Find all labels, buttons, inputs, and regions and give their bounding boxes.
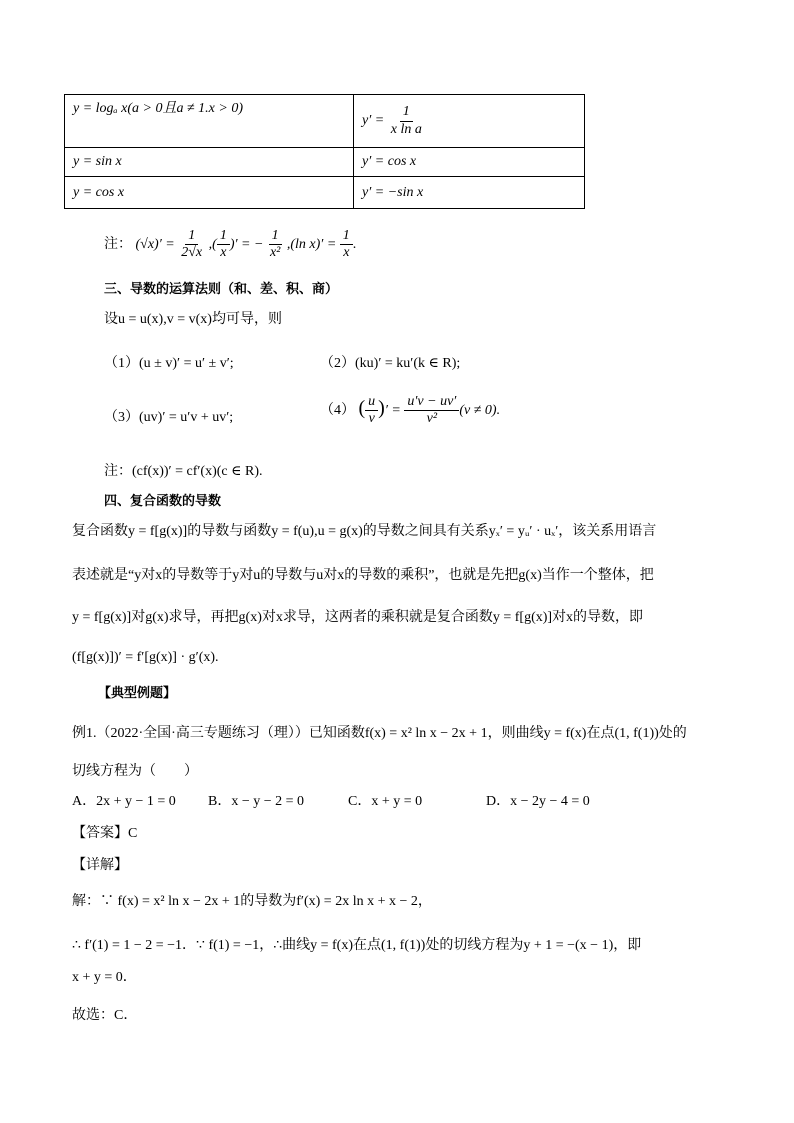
fraction [388, 104, 425, 137]
question-line: 切线方程为（ ） [72, 764, 198, 779]
denominator: x² [269, 245, 281, 261]
rule-sum: （1）(u ± v)′ = u′ ± v′; [104, 356, 234, 371]
derivative-cell: y′ = −sin x [354, 177, 585, 209]
derivative-formula-table [64, 94, 585, 209]
derivative-cell: y′ = cos x [354, 148, 585, 177]
note-label: 注： [104, 236, 132, 252]
option-c: C．x + y = 0 [348, 794, 423, 809]
paragraph-line: 表述就是“y对x的导数等于y对u的导数与u对x的导数的乘积”，也就是先把g(x)当作一个整体，把 [72, 568, 654, 583]
numerator: 1 [217, 228, 230, 245]
formula-part: ,( [208, 236, 217, 252]
denominator: x ln a [390, 121, 422, 137]
paragraph-line: 复合函数y = f[g(x)]的导数与函数y = f(u),u = g(x)的导数之间具有关系yₓ′ = yᵤ′ · uₓ′，该关系用语言 [72, 524, 657, 539]
question-line: 例1.（2022·全国·高三专题练习（理））已知函数f(x) = x² ln x − 2x + 1，则曲线y = f(x)在点(1, f(1))处的 [72, 726, 687, 741]
formula-part: (√x)′ = [135, 236, 175, 252]
detail-heading: 【详解】 [72, 858, 128, 873]
fraction [217, 228, 230, 261]
option-d: D．x − 2y − 4 = 0 [486, 794, 590, 809]
table-row [65, 148, 585, 177]
numerator: u′v − uv′ [404, 394, 459, 411]
examples-heading: 【典型例题】 [98, 686, 177, 701]
option-a: A．2x + y − 1 = 0 [72, 794, 176, 809]
note-constant-multiple: 注：(cf(x))′ = cf′(x)(c ∈ R). [104, 464, 263, 479]
denominator: v² [426, 411, 438, 427]
solution-line: x + y = 0． [72, 970, 137, 985]
fraction [178, 228, 205, 261]
rule-constant: （2）(ku)′ = ku′(k ∈ R); [320, 356, 461, 371]
numerator: u [365, 394, 378, 411]
fraction [404, 394, 459, 427]
solution-line: 故选：C． [72, 1008, 138, 1023]
fraction [267, 228, 283, 261]
denominator: x [220, 245, 227, 261]
rule-quotient: （4） ( $\frac{u}{v}$ )′ = $\frac{u'v - uv'}{\text{v²}}$ (v ≠ 0). [320, 394, 501, 427]
section-intro: 设u = u(x),v = v(x)均可导，则 [104, 312, 282, 327]
rule-label: （4） [320, 402, 355, 418]
option-b: B．x − y − 2 = 0 [208, 794, 305, 809]
fraction [365, 394, 378, 427]
fraction [340, 228, 353, 261]
section-heading: 四、复合函数的导数 [104, 494, 222, 509]
solution-line: 解：∵ f(x) = x² ln x − 2x + 1的导数为f′(x) = 2x ln x + x − 2， [72, 894, 432, 909]
formula-part: ,(ln x)′ = [286, 236, 337, 252]
formula-part: )′ = − [229, 236, 264, 252]
function-cell: y = cos x [65, 177, 354, 209]
derivative-cell [354, 95, 585, 148]
paragraph-line: (f[g(x)])′ = f′[g(x)] · g′(x). [72, 650, 219, 665]
note-basic-derivatives [104, 228, 356, 261]
denominator: v [368, 411, 375, 427]
denominator: x [343, 245, 350, 261]
answer-label: 【答案】C [72, 826, 138, 841]
formula-part: ′ = [384, 402, 401, 418]
formula-part: (v ≠ 0). [459, 402, 501, 418]
function-cell: y = logₐ x(a > 0且a ≠ 1.x > 0) [65, 95, 354, 148]
numerator: 1 [185, 228, 198, 245]
table-row [65, 177, 585, 209]
numerator: 1 [400, 104, 413, 121]
derivative-lhs: y′ = [362, 113, 385, 129]
section-heading: 三、导数的运算法则（和、差、积、商） [104, 282, 339, 297]
table-row [65, 95, 585, 148]
paragraph-line: y = f[g(x)]对g(x)求导，再把g(x)对x求导，这两者的乘积就是复合函数y = f[g(x)]对x的导数，即 [72, 610, 644, 625]
formula-part: . [352, 236, 357, 252]
function-cell: y = sin x [65, 148, 354, 177]
rule-product: （3）(uv)′ = u′v + uv′; [104, 410, 234, 425]
numerator: 1 [340, 228, 353, 245]
numerator: 1 [269, 228, 282, 245]
solution-line: ∴ f′(1) = 1 − 2 = −1．∵ f(1) = −1，∴曲线y = f(x)在点(1, f(1))处的切线方程为y + 1 = −(x − 1)，即 [72, 938, 642, 953]
denominator: 2√x [181, 245, 203, 261]
